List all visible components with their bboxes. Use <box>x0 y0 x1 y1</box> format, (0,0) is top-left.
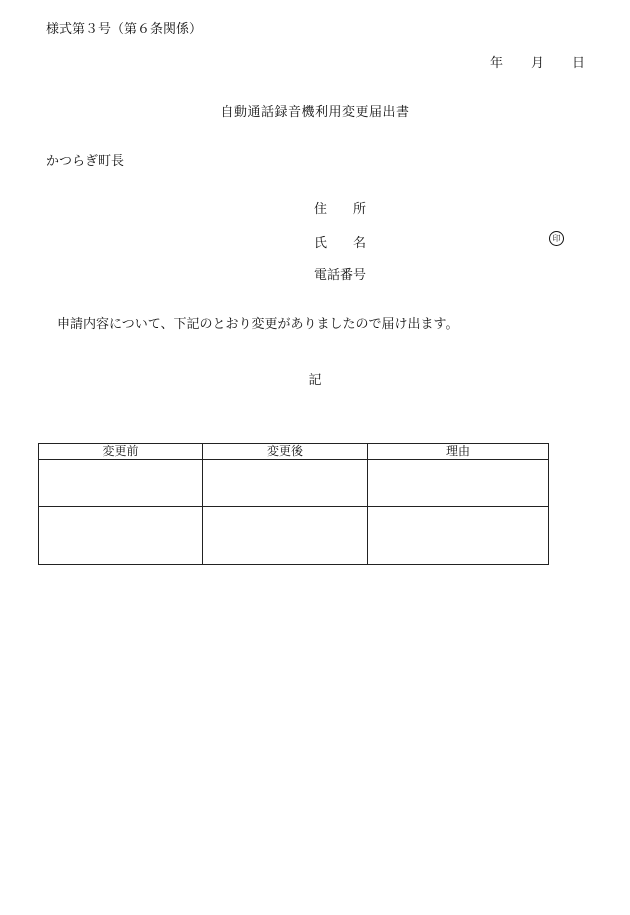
header-reason: 理由 <box>368 444 549 460</box>
change-table <box>38 443 549 565</box>
cell-reason[interactable] <box>368 460 549 507</box>
cell-after-change[interactable] <box>203 507 368 565</box>
address-label: 住 所 <box>314 202 367 217</box>
table-row <box>39 460 549 507</box>
ki-heading: 記 <box>308 373 322 388</box>
seal-mark: 印 <box>549 231 564 246</box>
document-title: 自動通話録音機利用変更届出書 <box>220 105 410 120</box>
form-number: 様式第３号（第６条関係） <box>46 22 203 37</box>
header-before-change: 変更前 <box>39 444 203 460</box>
table-row <box>39 507 549 565</box>
date-year-label: 年 <box>489 56 503 71</box>
date-line <box>490 52 585 71</box>
cell-after-change[interactable] <box>203 460 368 507</box>
statement-text: 申請内容について、下記のとおり変更がありましたので届け出ます。 <box>57 317 459 332</box>
cell-before-change[interactable] <box>39 460 203 507</box>
cell-reason[interactable] <box>368 507 549 565</box>
cell-before-change[interactable] <box>39 507 203 565</box>
date-month-label: 月 <box>530 56 544 71</box>
phone-label: 電話番号 <box>314 268 367 283</box>
addressee: かつらぎ町長 <box>46 154 125 169</box>
header-after-change: 変更後 <box>203 444 368 460</box>
name-label: 氏 名 <box>314 236 367 251</box>
date-day-label: 日 <box>571 56 585 71</box>
table-header-row <box>39 444 549 460</box>
